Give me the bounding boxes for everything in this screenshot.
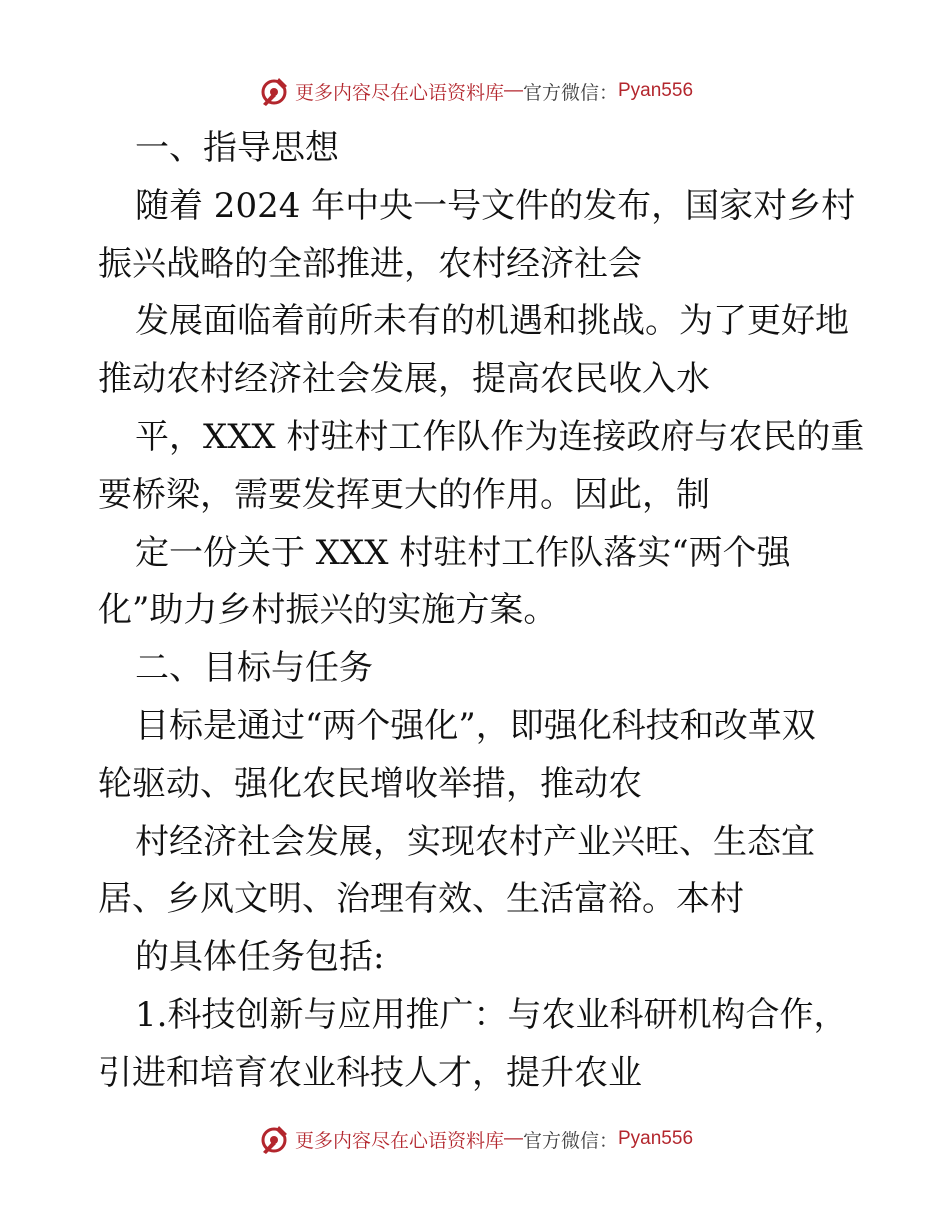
banner-separator: —: [503, 80, 523, 101]
document-line: 化”助力乡村振兴的实施方案。: [98, 590, 558, 631]
document-line: 振兴战略的全部推进，农村经济社会: [98, 243, 642, 284]
document-line: 二、目标与任务: [135, 648, 373, 689]
banner-separator: —: [503, 1128, 523, 1149]
document-line: 要桥梁，需要发挥更大的作用。因此，制: [98, 474, 710, 515]
document-line: 一、指导思想: [135, 128, 339, 168]
banner-wechat-id: Pyan556: [618, 80, 694, 101]
footer-watermark-banner: [0, 1119, 950, 1159]
document-line: 村经济社会发展，实现农村产业兴旺、生态宜: [135, 821, 815, 862]
banner-wechat-id: Pyan556: [618, 1128, 694, 1149]
document-line: 发展面临着前所未有的机遇和挑战。为了更好地: [135, 301, 849, 342]
document-line: 推动农村经济社会发展，提高农民收入水: [98, 359, 710, 400]
document-line: 平，XXX 村驻村工作队作为连接政府与农民的重: [135, 416, 865, 457]
banner-promo-text: 更多内容尽在心语资料库: [294, 1129, 504, 1152]
document-line: 定一份关于 XXX 村驻村工作队落实“两个强: [135, 532, 791, 573]
banner-wechat-label: 官方微信：: [522, 1129, 618, 1152]
document-line: 的具体任务包括:: [135, 937, 385, 978]
document-line: 居、乡风文明、治理有效、生活富裕。本村: [98, 879, 744, 920]
banner-promo-text: 更多内容尽在心语资料库: [294, 81, 504, 104]
banner-wechat-label: 官方微信：: [522, 81, 618, 104]
document-line: 轮驱动、强化农民增收举措，推动农: [98, 763, 642, 804]
document-line: 目标是通过“两个强化”，即强化科技和改革双: [135, 705, 816, 746]
pen-circle-logo-icon: [257, 1122, 291, 1156]
document-line: 随着 2024 年中央一号文件的发布，国家对乡村: [135, 185, 856, 226]
pen-circle-logo-icon: [257, 74, 291, 108]
document-line: 1.科技创新与应用推广：与农业科研机构合作，: [135, 994, 848, 1035]
header-watermark-banner: [0, 71, 950, 111]
document-body: [98, 120, 865, 1103]
document-line: 引进和培育农业科技人才，提升农业: [98, 1052, 642, 1093]
